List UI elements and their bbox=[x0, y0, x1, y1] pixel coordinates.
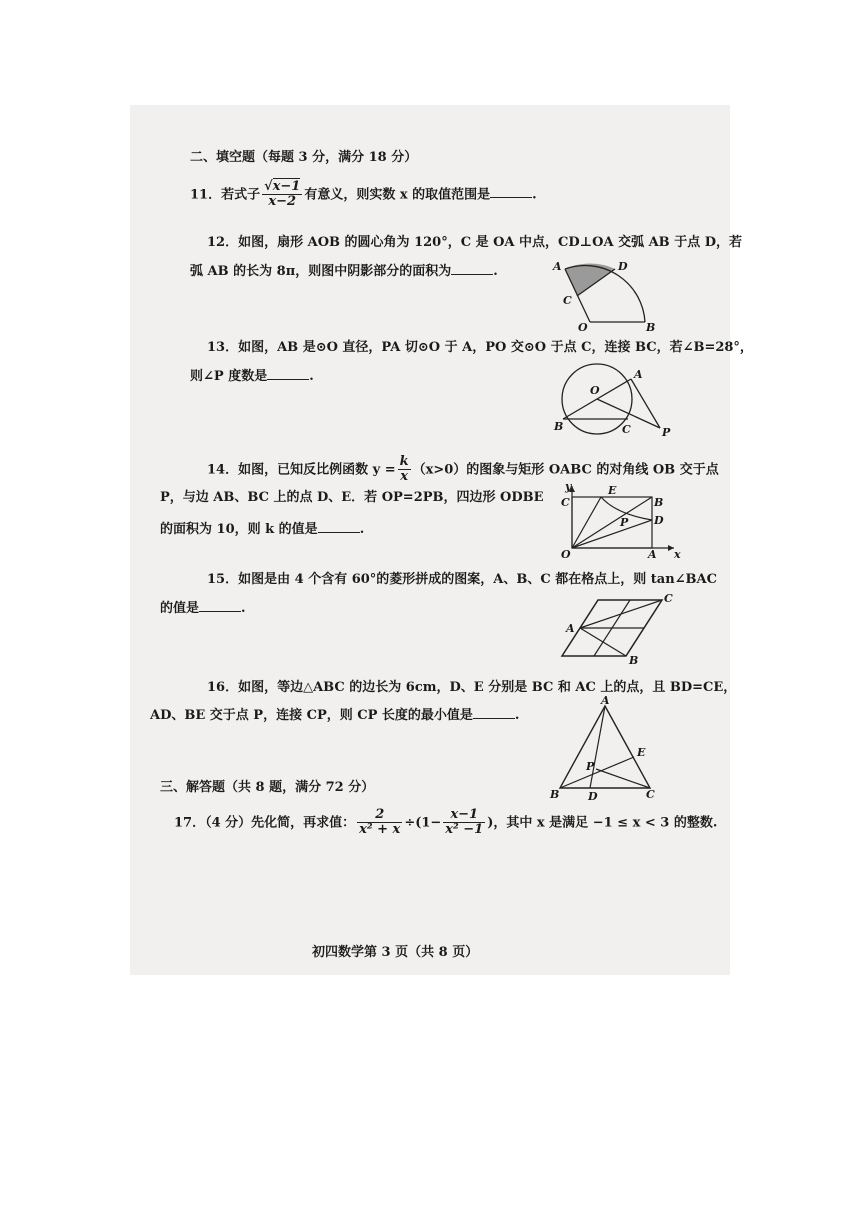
section-3-title: 三、解答题（共 8 题，满分 72 分） bbox=[160, 780, 375, 795]
q15-label-c: C bbox=[664, 592, 673, 605]
q12-line2 bbox=[190, 263, 498, 280]
q16-label-d: D bbox=[588, 790, 598, 803]
q15-text: 的值是 bbox=[160, 601, 200, 616]
q12-label-a: A bbox=[553, 260, 562, 273]
q14-segment-oe bbox=[572, 497, 601, 548]
q12-label-d: D bbox=[618, 260, 628, 273]
q14-label-p: P bbox=[620, 516, 629, 529]
q14-text-a: 14．如图，已知反比例函数 y = bbox=[207, 462, 396, 478]
q14-answer-blank[interactable] bbox=[318, 521, 360, 533]
q14-denominator: x bbox=[400, 469, 408, 485]
q12-sector-figure bbox=[550, 258, 660, 333]
q14-line3 bbox=[160, 521, 364, 538]
q15-segment-ab bbox=[580, 628, 626, 656]
q14-segment-od bbox=[572, 520, 652, 548]
q14-period: . bbox=[359, 522, 365, 537]
q14-diagonal-ob bbox=[572, 497, 652, 548]
q14-label-d: D bbox=[654, 514, 664, 527]
q15-label-b: B bbox=[629, 654, 639, 667]
q17-fraction-1 bbox=[357, 808, 402, 838]
q14-label-c: C bbox=[561, 496, 570, 509]
q11-period: . bbox=[532, 187, 537, 203]
q14-label-a: A bbox=[648, 548, 657, 561]
q12-period: . bbox=[493, 264, 498, 279]
q17-f1-denominator: x² + x bbox=[359, 822, 401, 838]
q13-label-c: C bbox=[622, 423, 631, 436]
q15-segment-ac bbox=[580, 600, 662, 628]
q12-answer-blank[interactable] bbox=[451, 263, 493, 275]
q13-circle-figure bbox=[552, 362, 677, 442]
q14-label-o: O bbox=[561, 548, 571, 561]
q12-text: 弧 AB 的长为 8π，则图中阴影部分的面积为 bbox=[190, 264, 452, 279]
q16-segment-be bbox=[560, 757, 634, 788]
q12-label-o: O bbox=[578, 321, 588, 334]
q16-triangle-figure bbox=[548, 696, 663, 804]
q13-label-o: O bbox=[590, 384, 600, 397]
q17-prefix: 17．（4 分）先化简，再求值： bbox=[174, 815, 356, 831]
q16-answer-blank[interactable] bbox=[473, 707, 515, 719]
q13-label-a: A bbox=[634, 368, 643, 381]
q17-f2-denominator: x² −1 bbox=[445, 822, 484, 838]
q15-line1: 15．如图是由 4 个含有 60°的菱形拼成的图案，A、B、C 都在格点上，则 tan∠BAC bbox=[207, 572, 717, 587]
q14-text-c: 的面积为 10，则 k 的值是 bbox=[160, 522, 318, 537]
q16-label-p: P bbox=[586, 760, 595, 773]
q17-suffix: )，其中 x 是满足 −1 ≤ x < 3 的整数. bbox=[487, 815, 718, 831]
q17-f2-numerator: x−1 bbox=[443, 808, 485, 823]
q17-fraction-2 bbox=[443, 808, 485, 838]
q16-line2 bbox=[150, 707, 519, 724]
q15-period: . bbox=[241, 601, 246, 616]
q11-numerator: x−1 bbox=[272, 179, 301, 194]
q13-line1: 13．如图，AB 是⊙O 直径，PA 切⊙O 于 A，PO 交⊙O 于点 C，连接 BC，若∠B=28°， bbox=[207, 340, 753, 355]
q16-label-e: E bbox=[637, 746, 646, 759]
q17-operator: ÷(1− bbox=[404, 815, 442, 831]
q16-label-a: A bbox=[601, 694, 610, 707]
q13-text: 则∠P 度数是 bbox=[190, 369, 268, 384]
q14-text-b: （x>0）的图象与矩形 OABC 的对角线 OB 交于点 bbox=[412, 462, 719, 478]
q11-denominator: x−2 bbox=[268, 194, 297, 210]
q11-prefix: 11．若式子 bbox=[190, 187, 261, 203]
q16-line1: 16．如图，等边△ABC 的边长为 6cm，D、E 分别是 BC 和 AC 上的点，且 BD=CE， bbox=[207, 680, 737, 695]
q13-label-p: P bbox=[662, 426, 671, 439]
question-17 bbox=[174, 808, 717, 838]
page-footer: 初四数学第 3 页（共 8 页） bbox=[312, 945, 479, 960]
q14-line2: P，与边 AB、BC 上的点 D、E．若 OP=2PB，四边形 ODBE bbox=[160, 490, 544, 505]
q11-fraction: $\frac{√x-1}{x-2}$ bbox=[264, 179, 301, 210]
q15-line2 bbox=[160, 600, 246, 617]
q14-fraction bbox=[398, 455, 411, 485]
q16-period: . bbox=[514, 708, 520, 723]
q15-rhombus-figure bbox=[558, 590, 678, 665]
q16-text: AD、BE 交于点 P，连接 CP，则 CP 长度的最小值是 bbox=[150, 708, 473, 723]
q15-label-a: A bbox=[566, 622, 575, 635]
q16-label-b: B bbox=[550, 788, 560, 801]
q14-label-b: B bbox=[654, 496, 664, 509]
q12-label-c: C bbox=[563, 294, 572, 307]
q12-label-b: B bbox=[646, 321, 656, 334]
q12-line1: 12．如图，扇形 AOB 的圆心角为 120°，C 是 OA 中点，CD⊥OA 交弧 AB 于点 D，若 bbox=[207, 235, 742, 250]
q13-answer-blank[interactable] bbox=[267, 368, 309, 380]
q12-shaded-region bbox=[565, 264, 615, 296]
q11-answer-blank[interactable] bbox=[490, 186, 532, 198]
q17-f1-numerator: 2 bbox=[357, 808, 402, 823]
q11-suffix: 有意义，则实数 x 的取值范围是 bbox=[304, 187, 491, 203]
q14-label-y: y bbox=[565, 480, 572, 493]
question-11 bbox=[190, 180, 537, 210]
q15-answer-blank[interactable] bbox=[199, 600, 241, 612]
q13-period: . bbox=[309, 369, 314, 384]
q14-label-e: E bbox=[608, 484, 617, 497]
q14-hyperbola-figure bbox=[556, 480, 686, 560]
q13-line2 bbox=[190, 368, 314, 385]
q16-label-c: C bbox=[646, 788, 655, 801]
section-2-title: 二、填空题（每题 3 分，满分 18 分） bbox=[190, 150, 418, 165]
q14-numerator: k bbox=[399, 454, 409, 469]
q13-label-b: B bbox=[554, 420, 564, 433]
q14-label-x: x bbox=[674, 548, 681, 561]
